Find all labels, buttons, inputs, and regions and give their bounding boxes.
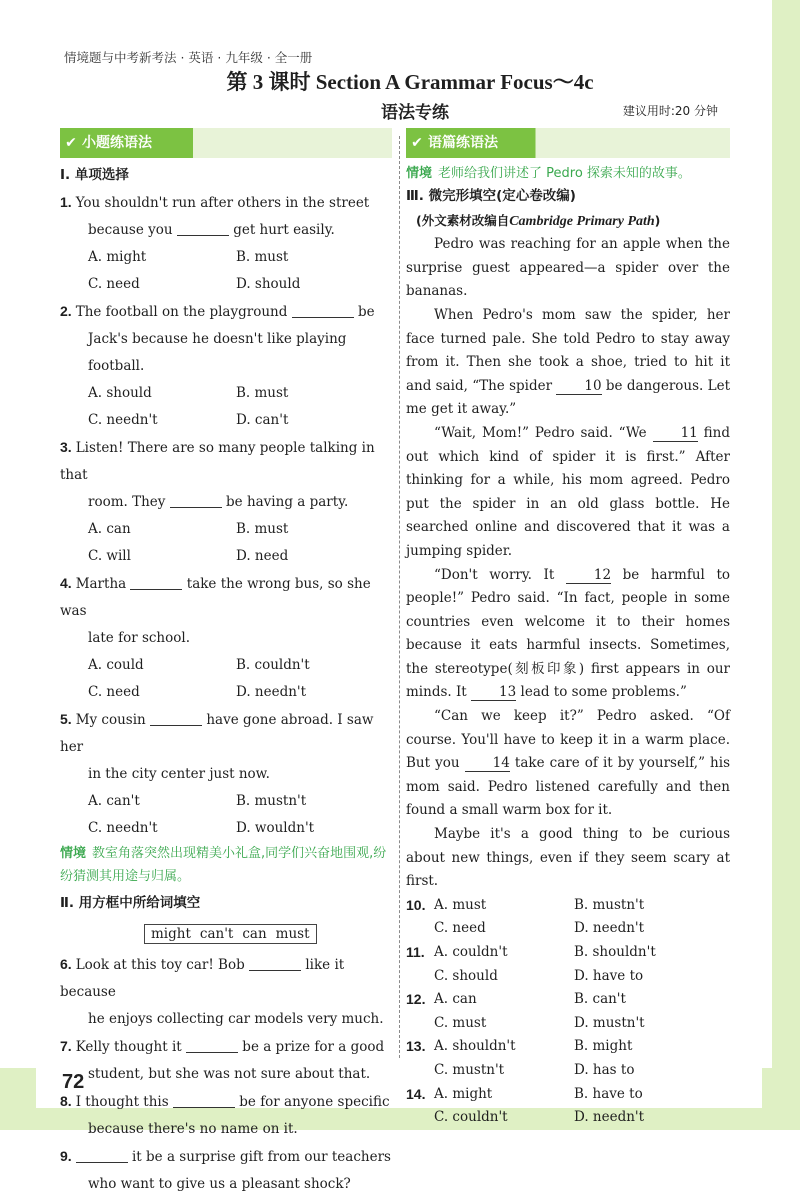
question-8: [60, 1088, 392, 1143]
page-number: 72: [62, 1071, 85, 1093]
option[interactable]: C. need: [434, 920, 486, 937]
option[interactable]: B. must: [236, 521, 289, 537]
section-heading: Ⅱ. 用方框中所给词填空: [60, 895, 201, 911]
passage-text: “Don't worry. It: [434, 566, 555, 583]
context-text: 教室角落突然出现精美小礼盒,同学们兴奋地围观,纷纷猜测其用途与归属。: [60, 846, 387, 884]
option[interactable]: D. wouldn't: [236, 820, 315, 836]
question-number: 8.: [60, 1093, 72, 1109]
question-6: [60, 951, 392, 1033]
choice-row-13b: [406, 1059, 730, 1083]
option[interactable]: B. couldn't: [236, 657, 310, 673]
question-number: 1.: [60, 194, 72, 210]
answer-blank[interactable]: [130, 575, 182, 590]
context-label: 情境: [60, 846, 87, 861]
question-3: [60, 434, 392, 570]
choice-row-11: [406, 941, 730, 965]
word-box: [144, 924, 317, 944]
word-option: can: [242, 926, 267, 942]
question-text: Kelly thought it: [75, 1039, 182, 1055]
question-number: 6.: [60, 956, 72, 972]
question-text: Look at this toy car! Bob: [75, 957, 245, 973]
lesson-title: 第 3 课时 Section A Grammar Focus～4c: [226, 70, 594, 94]
option[interactable]: B. must: [236, 385, 289, 401]
question-text: be a prize for a good: [242, 1039, 385, 1055]
choice-row-14b: [406, 1106, 730, 1130]
question-text: like it because: [60, 957, 345, 1000]
choice-row-10b: [406, 917, 730, 941]
passage-text: find out which kind of spider it is first.” After thinking for a while, his mom agreed. Pedro put the spider in an old glass bottle. He searched online and discovered that it was a jumping spider.: [406, 424, 731, 559]
cloze-blank-11[interactable]: 11: [653, 425, 698, 442]
option[interactable]: C. mustn't: [434, 1061, 505, 1078]
option[interactable]: C. need: [88, 276, 140, 292]
context-note: [406, 162, 730, 185]
passage-paragraph: Pedro was reaching for an apple when the surprise guest appeared—a spider over the bananas.: [406, 236, 730, 300]
source-suffix: ): [654, 212, 661, 228]
option[interactable]: C. couldn't: [434, 1109, 508, 1126]
passage-paragraph: Maybe it's a good thing to be curious about new things, even if they seem scary at first.: [406, 826, 730, 890]
option[interactable]: A. could: [88, 657, 144, 673]
option[interactable]: C. needn't: [88, 412, 158, 428]
word-option: must: [275, 926, 310, 942]
option[interactable]: D. needn't: [574, 1109, 645, 1126]
section-heading: Ⅰ. 单项选择: [60, 167, 129, 183]
passage-paragraph: [406, 564, 730, 706]
question-number: 12.: [406, 991, 426, 1008]
source-note: [406, 209, 730, 234]
option[interactable]: B. shouldn't: [574, 944, 656, 960]
cloze-blank-10[interactable]: 10: [556, 378, 601, 395]
book-series-header: 情境题与中考新考法 · 英语 · 九年级 · 全一册: [64, 50, 313, 65]
choice-row-14: [406, 1083, 730, 1107]
question-7: [60, 1033, 392, 1088]
answer-blank[interactable]: [186, 1038, 238, 1053]
option[interactable]: D. needn't: [236, 684, 307, 700]
column-divider: [399, 136, 400, 1058]
option[interactable]: C. needn't: [88, 820, 158, 836]
question-4: [60, 570, 392, 706]
answer-blank[interactable]: [249, 956, 301, 971]
question-1: [60, 189, 392, 298]
option[interactable]: D. mustn't: [574, 1014, 645, 1031]
question-text: I thought this: [75, 1094, 169, 1110]
section-banner-right: [406, 128, 730, 158]
passage-text: “Wait, Mom!” Pedro said. “We: [434, 424, 647, 441]
question-2: [60, 298, 392, 434]
option[interactable]: D. have to: [574, 967, 644, 984]
cloze-blank-12[interactable]: 12: [566, 567, 611, 584]
option[interactable]: B. mustn't: [236, 793, 307, 809]
option[interactable]: A. shouldn't: [434, 1038, 516, 1055]
option[interactable]: C. must: [434, 1014, 487, 1031]
question-text: You shouldn't run after others in the street: [75, 195, 370, 211]
source-prefix: (外文素材改编自: [416, 212, 510, 228]
option[interactable]: A. might: [88, 249, 147, 265]
question-text: have gone abroad. I saw her: [60, 712, 374, 755]
option[interactable]: C. will: [88, 548, 131, 564]
left-column: [60, 128, 392, 1198]
passage-text: be harmful to people!” Pedro said. “In fact, people in some countries even welcome it to their homes because it eats harmful insects. Sometimes, the stereotype(刻板印象) first appears in our minds. It: [406, 566, 730, 701]
question-number: 13.: [406, 1038, 426, 1055]
option[interactable]: A. can't: [88, 793, 140, 809]
option[interactable]: A. should: [88, 385, 152, 401]
check-icon: ✔: [65, 135, 77, 151]
question-text: take the wrong bus, so she was: [60, 576, 371, 619]
option[interactable]: B. mustn't: [574, 896, 645, 913]
passage-text: lead to some problems.”: [520, 684, 687, 701]
question-text: The football on the playground: [75, 304, 288, 320]
choice-row-12: [406, 988, 730, 1012]
question-text: be: [357, 304, 375, 320]
question-text: Listen! There are so many people talking in that: [60, 440, 375, 483]
question-number: 9.: [60, 1148, 72, 1164]
banner-tab: [410, 132, 530, 154]
option[interactable]: D. has to: [574, 1061, 635, 1078]
context-text: 老师给我们讲述了 Pedro 探索未知的故事。: [438, 166, 691, 181]
question-number: 14.: [406, 1085, 426, 1102]
option[interactable]: A. might: [434, 1085, 493, 1102]
question-number: 11.: [406, 944, 425, 960]
question-number: 3.: [60, 439, 72, 455]
question-text: because there's no name on it.: [88, 1121, 298, 1137]
question-number: 2.: [60, 303, 72, 319]
banner-tab: [64, 132, 184, 154]
answer-blank[interactable]: [177, 221, 229, 236]
passage-text: “Can we keep it?” Pedro asked. “Of course. You'll have to keep it in a warm place. But you: [406, 708, 730, 772]
option[interactable]: A. must: [434, 896, 487, 913]
question-text: be for anyone specific: [239, 1094, 390, 1110]
question-9: [60, 1143, 392, 1198]
source-title: Cambridge Primary Path: [509, 213, 655, 229]
passage-text: take care of it by yourself,” his mom said. Pedro listened carefully and then found a small warm box for it.: [406, 755, 730, 819]
question-text: My cousin: [75, 712, 146, 728]
suggested-time: 建议用时:20 分钟: [622, 104, 718, 118]
option[interactable]: D. can't: [236, 412, 289, 428]
option[interactable]: A. couldn't: [434, 944, 508, 960]
choice-row-13: [406, 1035, 730, 1059]
question-number: 7.: [60, 1038, 72, 1054]
answer-blank[interactable]: [173, 1093, 235, 1108]
question-number: 4.: [60, 575, 72, 591]
choice-row-12b: [406, 1012, 730, 1036]
context-note: [60, 842, 392, 888]
answer-blank[interactable]: [170, 493, 222, 508]
right-column: [406, 128, 730, 1130]
question-text: student, but she was not sure about that.: [88, 1066, 371, 1082]
option[interactable]: A. can: [88, 521, 131, 537]
question-5: [60, 706, 392, 842]
word-option: can't: [199, 926, 234, 942]
passage-paragraph: [406, 304, 730, 422]
cloze-choices: [406, 894, 730, 1130]
passage-text: be dangerous. Let me get it away.”: [406, 377, 731, 418]
option[interactable]: C. need: [88, 684, 140, 700]
passage-paragraph: [406, 705, 730, 823]
passage-text: When Pedro's mom saw the spider, her face turned pale. She told Pedro to stay away from it. Then she took a shoe, tried to hit it and said, “The spider: [406, 306, 730, 394]
option[interactable]: B. might: [574, 1038, 633, 1055]
question-number: 10.: [406, 896, 426, 913]
option[interactable]: D. should: [236, 276, 301, 292]
option[interactable]: B. can't: [574, 991, 626, 1008]
question-text: Martha: [75, 576, 127, 592]
question-text: it be a surprise gift from our teachers: [131, 1149, 391, 1165]
question-text: get hurt easily.: [233, 222, 335, 238]
cloze-blank-14[interactable]: 14: [465, 755, 510, 772]
word-box-row: [60, 917, 392, 951]
question-text: Jack's because he doesn't like playing football.: [88, 331, 347, 374]
option[interactable]: C. should: [434, 967, 498, 984]
context-label: 情境: [406, 166, 433, 181]
option[interactable]: D. need: [236, 548, 289, 564]
page-frame-right: [772, 0, 800, 1130]
question-text: who want to give us a pleasant shock?: [88, 1176, 351, 1192]
banner-title: 语篇练语法: [428, 135, 498, 151]
question-text: in the city center just now.: [88, 766, 270, 782]
question-text: room. They: [88, 494, 166, 510]
option[interactable]: D. needn't: [574, 920, 645, 937]
page-subtitle: 语法专练: [381, 103, 449, 123]
answer-blank[interactable]: [150, 711, 202, 726]
banner-title: 小题练语法: [82, 135, 152, 151]
section-banner-left: [60, 128, 392, 158]
choice-row-10: [406, 894, 730, 918]
choice-row-11b: [406, 965, 730, 989]
question-text: he enjoys collecting car models very much.: [88, 1011, 384, 1027]
question-number: 5.: [60, 711, 72, 727]
option[interactable]: B. must: [236, 249, 289, 265]
question-text: because you: [88, 222, 173, 238]
answer-blank[interactable]: [292, 303, 354, 318]
option[interactable]: A. can: [434, 991, 477, 1008]
section-heading: Ⅲ. 微完形填空(定心卷改编): [406, 188, 576, 204]
question-text: late for school.: [88, 630, 190, 646]
passage-paragraph: [406, 422, 730, 564]
check-icon: ✔: [411, 135, 423, 151]
option[interactable]: B. have to: [574, 1085, 643, 1102]
cloze-blank-13[interactable]: 13: [471, 684, 516, 701]
answer-blank[interactable]: [76, 1148, 128, 1163]
word-option: might: [151, 926, 191, 942]
question-text: be having a party.: [226, 494, 349, 510]
